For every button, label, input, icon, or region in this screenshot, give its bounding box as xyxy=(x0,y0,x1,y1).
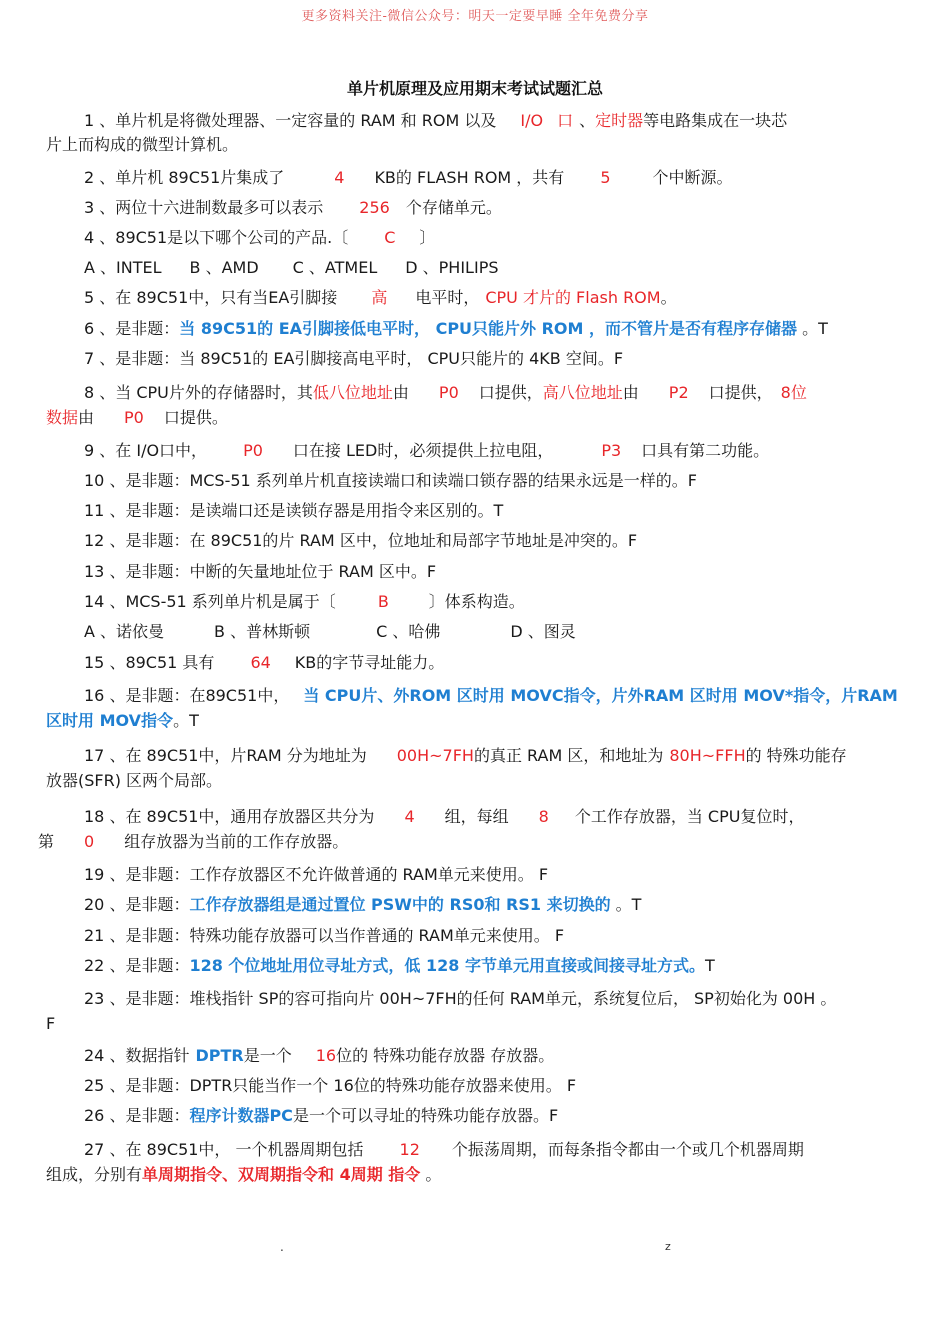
question-11: 11 、是非题：是读端口还是读锁存器是用指令来区别的。T xyxy=(84,501,504,520)
q5-answer-high: 高 xyxy=(371,288,388,307)
q20-text: 20 、是非题： xyxy=(84,895,190,914)
q4-option-d: D 、PHILIPS xyxy=(405,258,499,277)
question-16-line-2 xyxy=(46,710,199,732)
question-17-line-2: 放器(SFR) 区两个局部。 xyxy=(46,771,223,790)
question-12: 12 、是非题：在 89C51的片 RAM 区中，位地址和局部字节地址是冲突的。F xyxy=(84,531,638,550)
q2-answer-kb: 4 xyxy=(334,168,345,187)
question-16-line-1 xyxy=(84,685,898,707)
q2-text-end: 个中断源。 xyxy=(652,168,733,187)
question-9 xyxy=(84,440,769,462)
q4-answer: C xyxy=(384,228,396,247)
q22-verdict: T xyxy=(704,956,715,975)
q26-answer-pc: 程序计数器PC xyxy=(189,1106,293,1125)
q5-text-end: 。 xyxy=(660,288,677,307)
question-8-line-1 xyxy=(84,382,807,404)
question-23-line-1: 23 、是非题：堆栈指针 SP的容可指向片 00H~7FH的任何 RAM单元，系统复位后， SP初始化为 00H 。 xyxy=(84,989,837,1008)
q16-statement-end: 区时用 MOV指令 xyxy=(46,711,174,730)
q24-text: 24 、数据指针 xyxy=(84,1046,190,1065)
q9-text-mid: 口在接 LED时，必须提供上拉电阻， xyxy=(292,441,554,460)
q17-answer-high-range: 80H~FFH xyxy=(669,746,746,765)
question-1-line-1 xyxy=(84,110,787,132)
q8-answer-8bit: 8位 xyxy=(780,383,807,402)
q6-text: 6 、是非题： xyxy=(84,319,180,338)
q4-text: 4 、89C51是以下哪个公司的产品.〔 xyxy=(84,228,349,247)
q14-option-c: C 、哈佛 xyxy=(376,622,441,641)
question-25: 25 、是非题：DPTR只能当作一个 16位的特殊功能存放器来使用。 F xyxy=(84,1076,577,1095)
q27-text-mid: 个振荡周期，而每条指令都由一个或几个机器周期 xyxy=(451,1140,804,1159)
q17-text-end: 的 特殊功能存 xyxy=(745,746,847,765)
q18-text: 18 、在 89C51中，通用存放器区共分为 xyxy=(84,807,375,826)
watermark-banner: 更多资料关注-微信公众号：明天一定要早睡 全年免费分享 xyxy=(301,9,649,24)
question-23-line-2: F xyxy=(46,1014,56,1033)
q26-text-end: 是一个可以寻址的特殊功能存放器。F xyxy=(292,1106,559,1125)
q8-port-3: 口提供。 xyxy=(163,408,228,427)
question-10: 10 、是非题：MCS-51 系列单片机直接读端口和读端口锁存器的结果永远是一样的。F xyxy=(84,471,698,490)
q8-answer-p0-data: P0 xyxy=(124,408,144,427)
q27-period: 。 xyxy=(420,1165,442,1184)
q22-text: 22 、是非题： xyxy=(84,956,190,975)
q17-answer-low-range: 00H~7FH xyxy=(396,746,474,765)
q9-text: 9 、在 I/O口中， xyxy=(84,441,208,460)
q3-answer: 256 xyxy=(359,198,390,217)
q20-verdict: 。T xyxy=(610,895,642,914)
q1-text-end: 等电路集成在一块芯 xyxy=(643,111,788,130)
q8-answer-p2: P2 xyxy=(668,383,689,402)
footer-z: z xyxy=(665,1240,671,1253)
q27-text-tail: 组成，分别有 xyxy=(46,1165,143,1184)
q16-verdict: 。T xyxy=(173,711,199,730)
question-8-line-2 xyxy=(46,407,228,429)
q8-answer-data: 数据 xyxy=(46,408,79,427)
footer-dot: . xyxy=(280,1240,284,1254)
q2-text-mid: KB的 FLASH ROM ，共有 xyxy=(374,168,565,187)
q24-answer-dptr: DPTR xyxy=(195,1046,244,1065)
q27-answer-instruction-types: 单周期指令、双周期指令和 4周期 指令 xyxy=(142,1165,421,1184)
question-5 xyxy=(84,287,677,309)
question-13: 13 、是非题：中断的矢量地址位于 RAM 区中。F xyxy=(84,562,437,581)
q16-text: 16 、是非题：在89C51中， xyxy=(84,686,290,705)
q15-answer: 64 xyxy=(250,653,271,672)
q15-text: 15 、89C51 具有 xyxy=(84,653,215,672)
question-18-line-2 xyxy=(38,831,348,853)
q16-statement: 当 CPU片、外ROM 区时用 MOVC指令，片外RAM 区时用 MOV*指令，片RAM xyxy=(303,686,898,705)
q1-answer-io: I/O xyxy=(520,111,544,130)
question-15 xyxy=(84,652,444,674)
q8-by-2: 由 xyxy=(622,383,639,402)
q9-answer-p3: P3 xyxy=(601,441,622,460)
q4-option-a: A 、INTEL xyxy=(84,258,162,277)
q14-option-a: A 、诺依曼 xyxy=(84,622,165,641)
q5-text: 5 、在 89C51中，只有当EA引脚接 xyxy=(84,288,338,307)
question-18-line-1 xyxy=(84,806,804,828)
q18-answer-registers: 8 xyxy=(538,807,549,826)
q24-text-end: 位的 特殊功能存放器 存放器。 xyxy=(336,1046,555,1065)
q27-text: 27 、在 89C51中， 一个机器周期包括 xyxy=(84,1140,364,1159)
question-2 xyxy=(84,167,733,189)
q14-answer: B xyxy=(377,592,389,611)
q20-statement: 工作存放器组是通过置位 PSW中的 RS0和 RS1 来切换的 xyxy=(189,895,611,914)
q18-answer-groups: 4 xyxy=(404,807,415,826)
q1-answer-timer: 定时器 xyxy=(595,111,644,130)
q27-answer-cycles: 12 xyxy=(399,1140,420,1159)
question-4 xyxy=(84,227,435,249)
question-27-line-1 xyxy=(84,1139,804,1161)
question-19: 19 、是非题：工作存放器区不允许做普通的 RAM单元来使用。 F xyxy=(84,865,549,884)
q1-answer-port: 口 xyxy=(557,111,574,130)
q4-bracket: 〕 xyxy=(419,228,436,247)
q17-text-mid: 的真正 RAM 区，和地址为 xyxy=(473,746,664,765)
q24-answer-bits: 16 xyxy=(315,1046,337,1065)
question-24 xyxy=(84,1045,554,1067)
q5-text-mid: 电平时， xyxy=(415,288,480,307)
question-27-line-2 xyxy=(46,1164,441,1186)
q8-answer-p0: P0 xyxy=(438,383,459,402)
question-3 xyxy=(84,197,502,219)
q14-option-b: B 、普林斯顿 xyxy=(214,622,311,641)
q24-text-mid: 是一个 xyxy=(243,1046,292,1065)
document-title: 单片机原理及应用期末考试试题汇总 xyxy=(346,79,603,98)
question-7: 7 、是非题：当 89C51的 EA引脚接高电平时， CPU只能片的 4KB 空间。F xyxy=(84,349,624,368)
q17-text: 17 、在 89C51中，片RAM 分为地址为 xyxy=(84,746,367,765)
question-14 xyxy=(84,591,525,613)
q14-text: 14 、MCS-51 系列单片机是属于〔 xyxy=(84,592,336,611)
q6-statement: 当 89C51的 EA引脚接低电平时， CPU只能片外 ROM ，而不管片是否有程序存储器 xyxy=(179,319,798,338)
q8-answer-high-address: 高八位地址 xyxy=(542,383,623,402)
q14-text-end: 〕体系构造。 xyxy=(428,592,525,611)
q18-answer-current: 0 xyxy=(84,832,95,851)
q8-text: 8 、当 CPU片外的存储器时，其 xyxy=(84,383,313,402)
question-26 xyxy=(84,1105,558,1127)
q3-text-end: 个存储单元。 xyxy=(405,198,502,217)
q18-ordinal: 第 xyxy=(38,832,55,851)
q8-by-3: 由 xyxy=(78,408,95,427)
q9-answer-p0: P0 xyxy=(243,441,263,460)
q6-verdict: 。T xyxy=(797,319,828,338)
question-14-options xyxy=(84,621,576,643)
q8-port-1: 口提供， xyxy=(478,383,543,402)
q2-text: 2 、单片机 89C51片集成了 xyxy=(84,168,285,187)
q1-text: 1 、单片机是将微处理器、一定容量的 RAM 和 ROM 以及 xyxy=(84,111,497,130)
q2-answer-interrupts: 5 xyxy=(600,168,611,187)
q5-answer-rom: CPU 才片的 Flash ROM xyxy=(485,288,661,307)
q3-text: 3 、两位十六进制数最多可以表示 xyxy=(84,198,324,217)
question-21: 21 、是非题：特殊功能存放器可以当作普通的 RAM单元来使用。 F xyxy=(84,926,565,945)
q15-text-end: KB的字节寻址能力。 xyxy=(294,653,445,672)
q8-by-1: 由 xyxy=(392,383,409,402)
q8-answer-low-address: 低八位地址 xyxy=(312,383,393,402)
question-4-options xyxy=(84,257,499,279)
question-1-line-2: 片上而构成的微型计算机。 xyxy=(46,135,239,154)
q4-option-b: B 、AMD xyxy=(189,258,259,277)
q14-option-d: D 、图灵 xyxy=(510,622,576,641)
question-22 xyxy=(84,955,715,977)
question-17-line-1 xyxy=(84,745,847,767)
question-20 xyxy=(84,894,641,916)
question-6 xyxy=(84,318,828,340)
q18-text-mid: 组，每组 xyxy=(444,807,509,826)
q18-text-end: 个工作存放器，当 CPU复位时， xyxy=(574,807,805,826)
q26-text: 26 、是非题： xyxy=(84,1106,190,1125)
q22-statement: 128 个位地址用位寻址方式，低 128 字节单元用直接或间接寻址方式。 xyxy=(189,956,705,975)
q18-text-tail: 组存放器为当前的工作存放器。 xyxy=(124,832,349,851)
q1-comma: 、 xyxy=(579,111,596,130)
q9-text-end: 口具有第二功能。 xyxy=(641,441,770,460)
q8-port-2: 口提供， xyxy=(708,383,773,402)
q4-option-c: C 、ATMEL xyxy=(292,258,378,277)
